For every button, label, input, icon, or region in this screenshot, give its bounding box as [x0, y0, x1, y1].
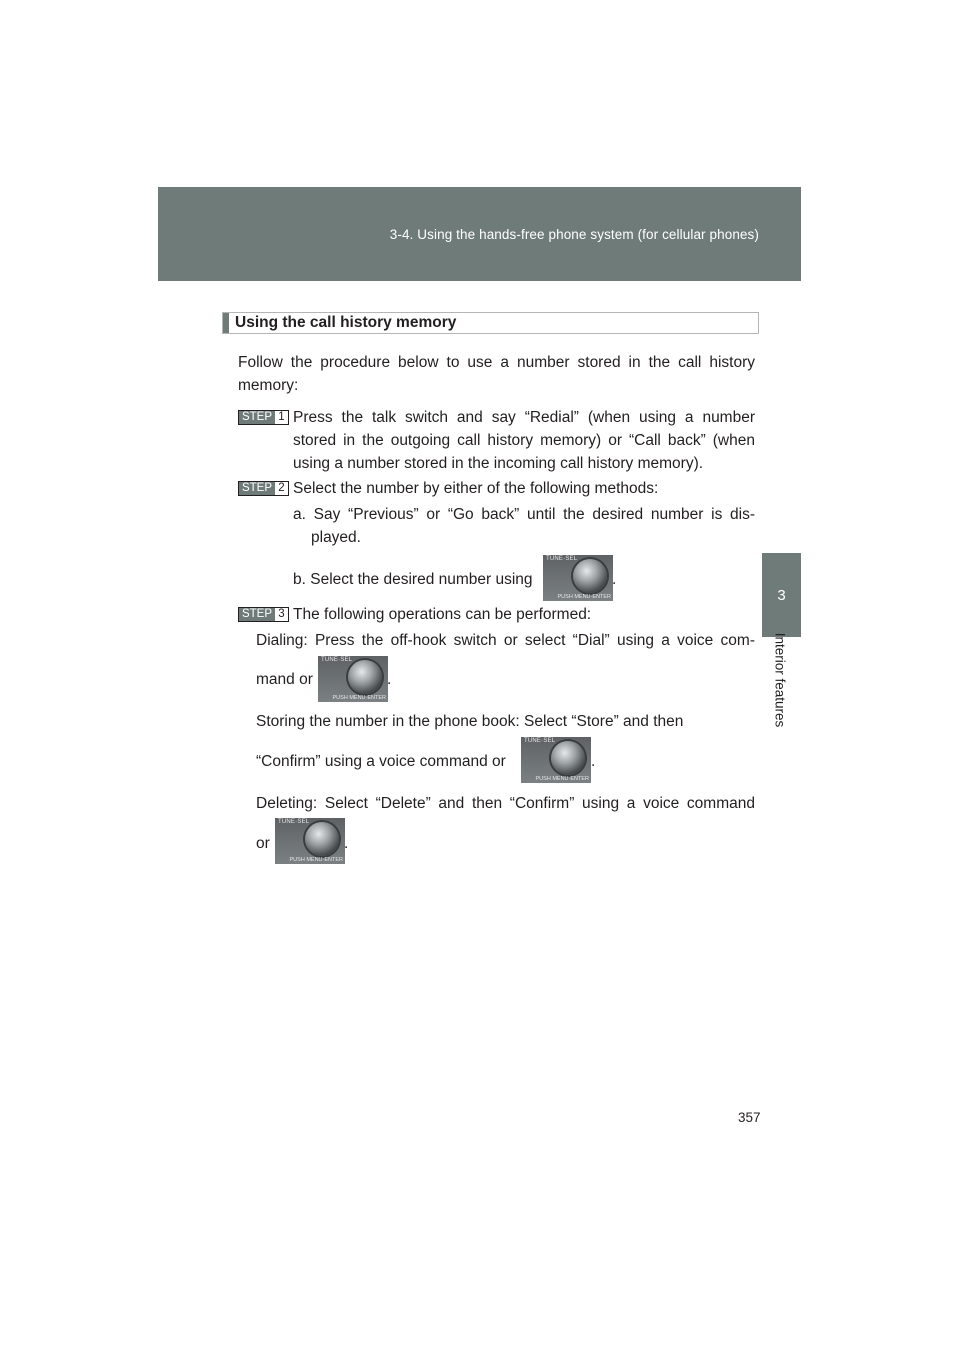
- step-3-badge: [238, 607, 289, 622]
- step-label: STEP: [239, 411, 275, 424]
- knob-dial: [348, 660, 382, 694]
- chapter-section-title: 3-4. Using the hands-free phone system (for cellular phones): [389, 227, 759, 242]
- chapter-header-band: [158, 187, 801, 281]
- page-number: 357: [738, 1110, 761, 1125]
- heading-accent-bar: [223, 313, 229, 333]
- dialing-line-1: [256, 629, 755, 652]
- knob-top-label: TUNE·SEL: [278, 819, 310, 825]
- deleting-period: .: [344, 835, 349, 852]
- step-3-text: The following operations can be performed:: [293, 606, 592, 623]
- step-2-text: Select the number by either of the following methods:: [293, 480, 659, 497]
- step-number: 3: [275, 608, 288, 621]
- tune-sel-knob-icon: [275, 818, 345, 864]
- step-2-option-a-line-2: played.: [311, 529, 361, 546]
- step-number: 2: [275, 482, 288, 495]
- tune-sel-knob-icon: [318, 656, 388, 702]
- knob-top-label: TUNE·SEL: [546, 556, 578, 562]
- storing-line-2: “Confirm” using a voice command or: [256, 753, 506, 770]
- knob-top-label: TUNE·SEL: [524, 738, 556, 744]
- knob-bottom-label: PUSH MENU·ENTER: [535, 776, 589, 782]
- tune-sel-knob-icon: [543, 555, 613, 601]
- knob-dial: [551, 741, 585, 775]
- deleting-line-1-text: Deleting: Select “Delete” and then “Confirm” using a voice command: [256, 795, 755, 812]
- knob-top-label: TUNE·SEL: [321, 657, 353, 663]
- chapter-side-label-text: Interior features: [772, 632, 788, 728]
- deleting-line-2: or: [256, 835, 270, 852]
- tune-sel-knob-icon: [521, 737, 591, 783]
- step-2-badge: [238, 481, 289, 496]
- intro-line-1: [238, 351, 755, 374]
- section-heading: [222, 312, 759, 334]
- dialing-line-2: mand or: [256, 671, 313, 688]
- step-2-option-a-line-1: [293, 503, 755, 526]
- intro-line-2: memory:: [238, 377, 299, 394]
- step-label: STEP: [239, 608, 275, 621]
- step-1-text: Press the talk switch and say “Redial” (when using a number stored in the outgoing call history memory) or “Call back” (when using a number stored in the incoming call history memory).: [293, 409, 755, 472]
- chapter-side-label: [768, 630, 792, 730]
- step-2-option-b-period: .: [612, 571, 617, 588]
- storing-line-1: Storing the number in the phone book: Select “Store” and then: [256, 713, 684, 730]
- knob-bottom-label: PUSH MENU·ENTER: [332, 695, 386, 701]
- step-label: STEP: [239, 482, 275, 495]
- deleting-line-1: [256, 792, 755, 815]
- dialing-line-1-text: Dialing: Press the off-hook switch or select “Dial” using a voice com-: [256, 632, 755, 649]
- knob-bottom-label: PUSH MENU·ENTER: [557, 594, 611, 600]
- knob-bottom-label: PUSH MENU·ENTER: [289, 857, 343, 863]
- knob-dial: [573, 559, 607, 593]
- step-2-option-a-line-1-text: a. Say “Previous” or “Go back” until the desired number is dis-: [293, 506, 755, 523]
- chapter-number-tab: 3: [762, 553, 801, 637]
- step-2-option-b: b. Select the desired number using: [293, 571, 533, 588]
- storing-period: .: [591, 753, 596, 770]
- section-heading-title: Using the call history memory: [235, 314, 457, 331]
- intro-line-1-text: Follow the procedure below to use a number stored in the call history: [238, 354, 755, 371]
- dialing-period: .: [387, 671, 392, 688]
- step-number: 1: [275, 411, 288, 424]
- knob-dial: [305, 822, 339, 856]
- step-1-badge: [238, 410, 289, 425]
